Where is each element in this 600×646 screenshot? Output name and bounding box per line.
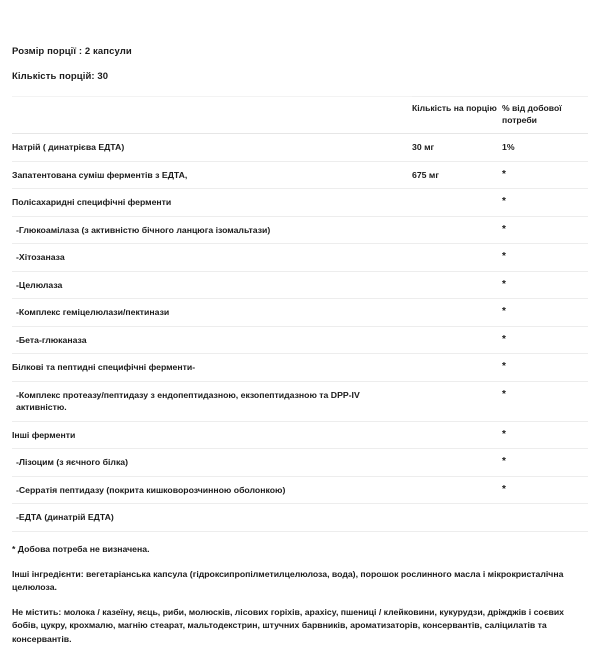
- table-row: [12, 504, 588, 532]
- daily-value-footnote: * Добова потреба не визначена.: [12, 543, 150, 554]
- ingredient-amount: 675 мг: [412, 161, 502, 189]
- ingredient-daily-value: [502, 504, 588, 532]
- table-header-row: [12, 97, 588, 134]
- footnotes: [12, 543, 588, 646]
- table-row: [12, 326, 588, 354]
- servings-per-container: Кількість порцій: 30: [12, 71, 109, 82]
- ingredient-daily-value: *: [502, 354, 588, 382]
- ingredient-name: -Бета-глюканаза: [12, 326, 412, 354]
- table-row: [12, 134, 588, 162]
- ingredient-amount: [412, 189, 502, 217]
- table-row: [12, 421, 588, 449]
- ingredient-amount: [412, 504, 502, 532]
- table-header: [12, 97, 588, 134]
- column-header-amount-per-serving: Кількість на порцію: [412, 97, 502, 134]
- ingredient-daily-value: *: [502, 216, 588, 244]
- ingredient-name: -Комплекс геміцелюлази/пектинази: [12, 299, 412, 327]
- ingredient-daily-value: *: [502, 326, 588, 354]
- ingredient-amount: [412, 299, 502, 327]
- ingredient-amount: [412, 326, 502, 354]
- table-row: [12, 244, 588, 272]
- ingredient-daily-value: *: [502, 271, 588, 299]
- ingredient-daily-value: *: [502, 449, 588, 477]
- ingredient-name: Натрій ( динатрієва ЕДТА): [12, 134, 412, 162]
- table-row: [12, 449, 588, 477]
- ingredient-daily-value: *: [502, 299, 588, 327]
- ingredient-daily-value: *: [502, 476, 588, 504]
- other-ingredients-note: Інші інгредієнти: вегетаріанська капсула (гідроксипропілметилцелюлоза, вода), порошок рослинного масла і мікрокристалічна целюлоза.: [12, 568, 564, 592]
- ingredient-amount: [412, 216, 502, 244]
- ingredient-daily-value: *: [502, 244, 588, 272]
- ingredient-daily-value: 1%: [502, 134, 588, 162]
- ingredient-amount: [412, 449, 502, 477]
- ingredient-amount: 30 мг: [412, 134, 502, 162]
- ingredient-amount: [412, 354, 502, 382]
- ingredient-daily-value: *: [502, 421, 588, 449]
- table-row: [12, 381, 588, 421]
- table-row: [12, 476, 588, 504]
- allergen-free-note: Не містить: молока / казеїну, яєць, риби, молюсків, лісових горіхів, арахісу, пшениці / клейковини, кукурудзи, дріжджів і соєвих бобів, цукру, крохмалю, магнію стеарат, мальтодекстрин, штучних барвників, ароматизаторів, консервантів, саліцилатів та консервантів.: [12, 607, 565, 644]
- ingredient-name: -Серратія пептидазу (покрита кишковорозчинною оболонкою): [12, 476, 412, 504]
- ingredient-amount: [412, 476, 502, 504]
- ingredient-daily-value: *: [502, 189, 588, 217]
- ingredient-name: -Хітозаназа: [12, 244, 412, 272]
- serving-size: Розмір порції : 2 капсули: [12, 46, 132, 57]
- ingredient-name: -Глюкоамілаза (з активністю бічного ланцюга ізомальтази): [12, 216, 412, 244]
- column-header-daily-value: % від добової потреби: [502, 97, 588, 134]
- ingredient-amount: [412, 244, 502, 272]
- table-row: [12, 271, 588, 299]
- ingredient-amount: [412, 271, 502, 299]
- ingredient-name: Запатентована суміш ферментів з ЕДТА,: [12, 161, 412, 189]
- ingredient-daily-value: *: [502, 161, 588, 189]
- table-row: [12, 354, 588, 382]
- table-body: [12, 134, 588, 532]
- ingredient-amount: [412, 381, 502, 421]
- table-row: [12, 161, 588, 189]
- ingredient-daily-value: *: [502, 381, 588, 421]
- serving-info: [12, 0, 588, 83]
- table-row: [12, 189, 588, 217]
- ingredient-name: -Целюлаза: [12, 271, 412, 299]
- ingredient-amount: [412, 421, 502, 449]
- column-header-ingredient: [12, 97, 412, 134]
- table-row: [12, 299, 588, 327]
- ingredient-name: Інші ферменти: [12, 421, 412, 449]
- supplement-facts-table: [12, 96, 588, 532]
- table-row: [12, 216, 588, 244]
- ingredient-name: Полісахаридні специфічні ферменти: [12, 189, 412, 217]
- ingredient-name: Білкові та пептидні специфічні ферменти-: [12, 354, 412, 382]
- ingredient-name: -ЕДТА (динатрій ЕДТА): [12, 504, 412, 532]
- ingredient-name: -Лізоцим (з яєчного білка): [12, 449, 412, 477]
- ingredient-name: -Комплекс протеазу/пептидазу з ендопептидазною, екзопептидазною та DPP-IV активністю.: [12, 381, 412, 421]
